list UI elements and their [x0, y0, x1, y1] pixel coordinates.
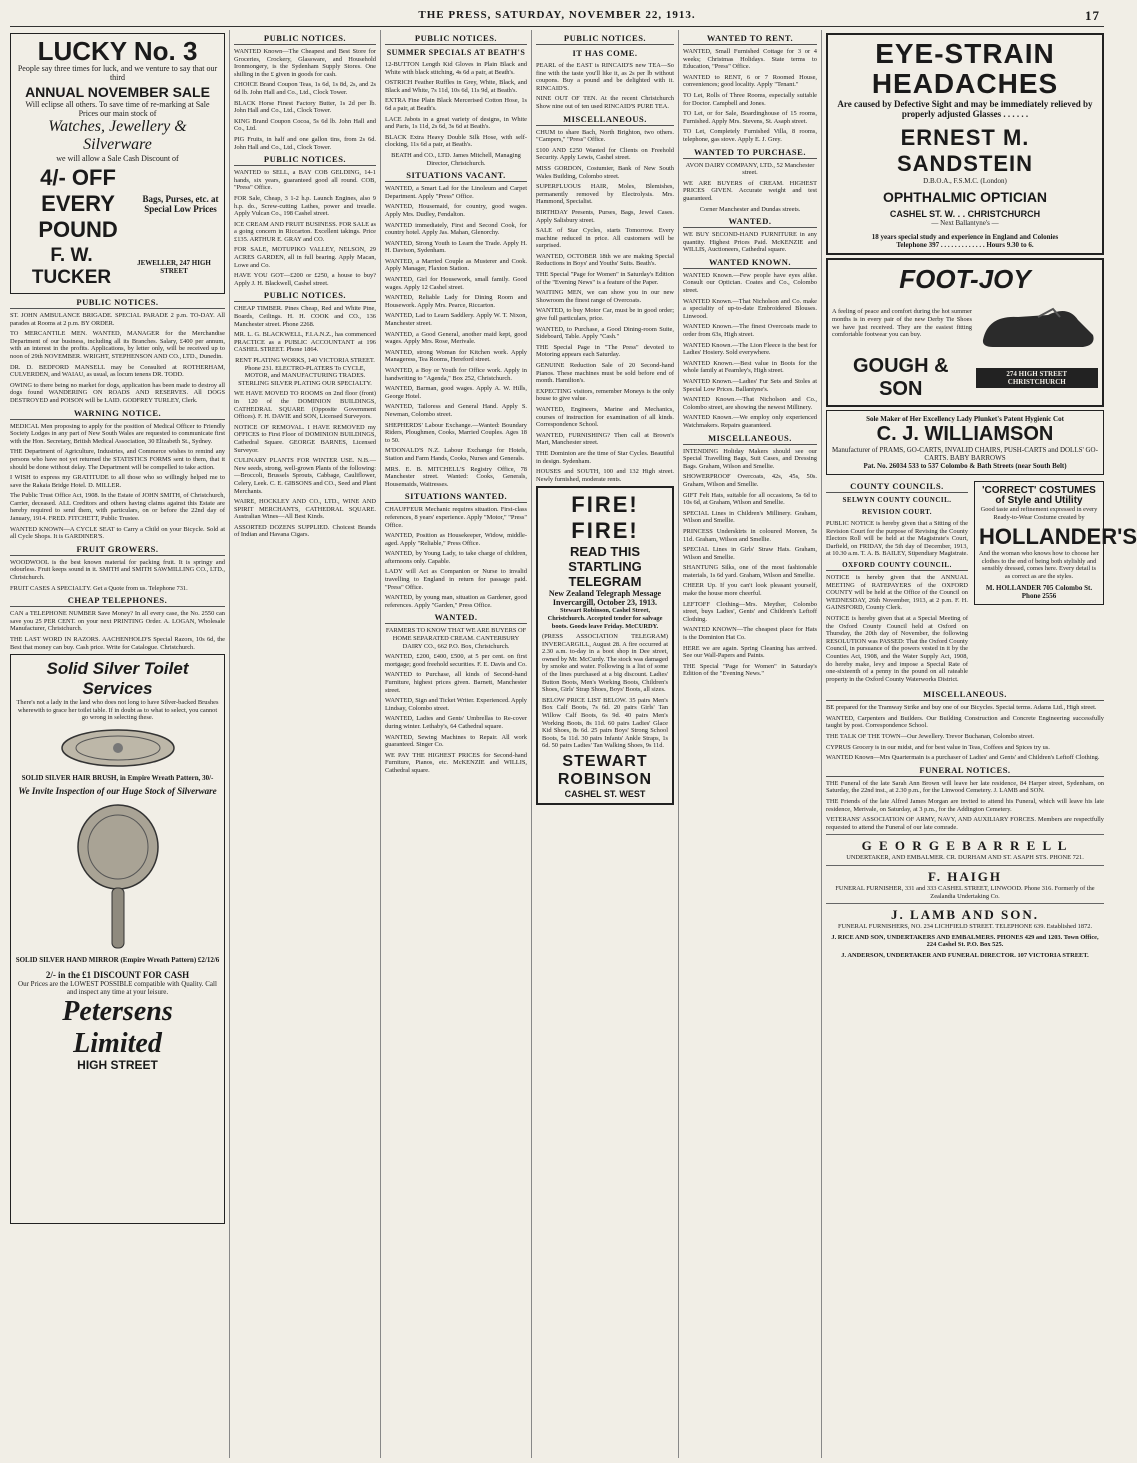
- lamb-name: J. LAMB AND SON.: [891, 907, 1039, 923]
- correct-text: Good taste and refinement expressed in every Ready-to-Wear Costume created by: [980, 506, 1099, 521]
- lucky-eclipse: Will eclipse all others. To save time of re-marking at Sale Prices our main stock of: [25, 100, 210, 118]
- notice-kid-gloves: 12-BUTTON Length Kid Gloves in Plain Black and White with black stitching, 4s 6d a pair, at Beath's.: [385, 61, 529, 76]
- vacant-3: WANTED immediately, First and Second Cook, for country hotel. Apply Jas. Mahan, Glenorchy.: [385, 221, 529, 237]
- vacant-7: WANTED, Reliable Lady for Dining Room and Housework. Apply Mrs. Pearce, Riccarton.: [385, 294, 529, 309]
- notice-davie-moved: WE HAVE MOVED TO ROOMS on 2nd floor (front) in 120 of the DOMINION BUILDINGS, CATHEDRAL SQUARE (Opposite Government Offices). F. H. DAVIE and SON, Licensed Surveyors.: [234, 390, 378, 421]
- misc2-1: INTENDING Holiday Makers should see our Special Travelling Bags, Suit Cases, and Dressing Bags. Graham, Wilson and Smellie.: [683, 447, 819, 470]
- rent-3: TO Let, Rolls of Three Rooms, especially suitable for Doctor. Campbell and Jones.: [683, 91, 819, 107]
- notice-cocoa: KING Brand Coupon Cocoa, 5s 6d lb. John Hall and Co., Ltd.: [234, 117, 378, 133]
- misc3-1: BE prepared for the Tramway Strike and buy one of our Bicycles. Special terms. Adams Ltd., High street.: [826, 704, 1097, 712]
- misc3-3: THE TALK OF THE TOWN—Our Jewellery. Trevor Buchanan, Colombo street.: [826, 733, 1035, 741]
- misc3-5: WANTED Known—Mrs Quartermain is a purchaser of Ladies' and Gents' and Children's Leftoff Clothing.: [826, 754, 1100, 762]
- masthead-title: THE PRESS, SATURDAY, NOVEMBER 22, 1913.: [418, 9, 696, 21]
- wanted-sit-5: WANTED, by young man, situation as Gardener, good references. Apply "Garden," Press Office.: [385, 594, 529, 609]
- lucky-annual: ANNUAL NOVEMBER SALE: [25, 84, 210, 100]
- misc-page-women: THE Special "Page for Women" in Saturday's Edition of the "Evening News" is a feature of the Paper.: [536, 271, 676, 286]
- misc3-4: CYPRUS Grocery is in our midst, and for best value in Teas, Coffees and Spices try us.: [826, 743, 1050, 751]
- misc-birthday: BIRTHDAY Presents, Purses, Bags, Jewel Cases. Apply Salisbury street.: [536, 208, 676, 224]
- vacant-6: WANTED, Girl for Housework, small family. Good wages. Apply 12 Cashel street.: [385, 276, 529, 291]
- vacant-13: WANTED, Tailoress and General Hand. Apply S. Newman, Colombo street.: [385, 403, 529, 418]
- misc-dominion-cycles: THE Dominion are the time of Star Cycles. Beautiful in design. Sydenham.: [536, 449, 676, 465]
- known-3: WANTED Known.—The finest Overcoats made to order from 63s, High street.: [683, 323, 819, 339]
- vacant-12: WANTED, Barman, good wages. Apply A. W. Hills, George Hotel.: [385, 385, 529, 400]
- fire-press-telegram: (PRESS ASSOCIATION TELEGRAM) INVERCARGILL, August 28. A fire occurred at 2.30 a.m. to-day in a boot shop in Dee street, owned by Mr. McCurdy. The stock was damaged by smoke and water. Following is a list of some of the lines purchased at a big discount. Ladies' Button Boots, Men's Working Boots, Children's Shoes, Girls' Strap Shoes, Boys' Boots, all sizes.: [542, 633, 670, 694]
- petersens-logo: Petersens Limited: [62, 995, 173, 1059]
- public-notices-header-2: PUBLIC NOTICES.: [234, 33, 376, 45]
- miscellaneous-header-2: MISCELLANEOUS.: [683, 433, 817, 445]
- hollander-ad: [974, 481, 1137, 605]
- misc2-9: LEFTOFF Clothing—Mrs. Meyther, Colombo street, buys Ladies', Gents' and Children's Leftoff Clothing.: [683, 600, 819, 623]
- sandstein-name: ERNEST M. SANDSTEIN: [896, 125, 1034, 176]
- sandstein-address: CASHEL ST. W. . . CHRISTCHURCH: [889, 209, 1041, 219]
- williamson-ad: [826, 410, 1104, 475]
- notice-ice-cream: ICE CREAM AND FRUIT BUSINESS. FOR SALE as a going concern in Riccarton. Excellent takings. Price £135. ARTHUR E. GRAY and CO.: [234, 220, 378, 243]
- hollanders: HOLLANDER'S: [979, 524, 1137, 550]
- notice-mansell: DR. D. BEDFORD MANSELL may be Consulted at ROTHERHAM, CULVERDEN, and WAIAU, as usual, as locum tenens DR. TODD.: [10, 363, 227, 379]
- wanted-6: WANTED, Sewing Machines to Repair. All work guaranteed. Singer Co.: [385, 733, 529, 749]
- known-4: WANTED Known.—The Lion Fleece is the best for Ladies' Hosiery. Sold everywhere.: [683, 341, 819, 357]
- oxford-header: OXFORD COUNTY COUNCIL.: [826, 561, 968, 571]
- misc2-11: HERE we are again. Spring Cleaning has arrived. See our Wall-Papers and Paints.: [683, 644, 819, 660]
- petersens-street: HIGH STREET: [77, 1057, 158, 1072]
- notice-medical: MEDICAL Men proposing to apply for the position of Medical Officer to Friendly Society Lodges in any part of New South Wales are requested to communicate first with the Hon. Secretary, British Medical Association, 30 Elizabeth St., Sydney.: [10, 422, 227, 445]
- vacant-15: M'DONALD'S N.Z. Labour Exchange for Hotels, Station and Farm Hands, Cooks, Nurses and Generals.: [385, 447, 529, 462]
- misc-motoring: THE Special Page in "The Press" devoted to Motoring appears each Saturday.: [536, 343, 676, 359]
- wanted-header: WANTED.: [385, 612, 527, 624]
- hand-mirror-illustration: [73, 802, 163, 912]
- misc-motor-car: WANTED, to buy Motor Car, must be in good order; give full particulars, price.: [536, 307, 676, 323]
- gough-son: GOUGH & SON: [852, 355, 949, 400]
- notice-pearl-east: PEARL of the EAST is RINCAID'S new TEA—So fine with the taste you'll like it, as 2s per lb without coupons. Buy a pound and be delighted with it. RINCAID'S.: [536, 62, 676, 92]
- wanted-to-purchase-header: WANTED TO PURCHASE.: [683, 147, 817, 159]
- public-notices-header-3: PUBLIC NOTICES.: [234, 154, 376, 166]
- notice-ambulance: ST. JOHN AMBULANCE BRIGADE. SPECIAL PARADE 2 p.m. TO-DAY. All parades at Rooms at 2 p.m. BY ORDER.: [10, 312, 227, 327]
- lucky-address: JEWELLER, 247 HIGH STREET: [137, 259, 211, 275]
- wanted-2: WANTED, £200, £400, £500, at 5 per cent. on first mortgage; good freehold securities. F. E. Davis and Co.: [385, 653, 529, 668]
- lucky-name-row: [15, 245, 220, 289]
- foot-joy-text: A feeling of peace and comfort during the hot summer months is in every pair of the new Derby Tie Shoes we have just received. They are the easiest fitting comfortable footwear you can buy.: [832, 308, 974, 339]
- known-5: WANTED Known.—Best value in Boots for the whole family at Fearnley's, High street.: [683, 359, 819, 375]
- wanted-sit-2: WANTED, Position as Housekeeper, Widow, middle-aged. Apply "Reliable," Press Office.: [385, 532, 527, 547]
- notice-sydenham-supply: WANTED Known—The Cheapest and Best Store for Groceries, Crockery, Glassware, and Household Ironmongery, is the Sydenham Supply Stores. One shilling in the £ given in goods for cash.: [234, 48, 378, 78]
- fire-read-this: READ THIS STARTLING TELEGRAM: [568, 544, 642, 590]
- rent-4: TO Let, or for Sale, Boardinghouse of 15 rooms, Furnished. Apply Mrs. Stevens, St. Asaph street.: [683, 110, 819, 125]
- public-notices-header: PUBLIC NOTICES.: [10, 297, 225, 309]
- rice-text: J. RICE AND SON, UNDERTAKERS AND EMBALMERS. PHONES 429 and 1203. Town Office, 224 Cashel St. P.O. Box 525.: [831, 933, 1101, 949]
- notice-nine-out-of-ten: NINE OUT OF TEN. At the recent Christchurch Show nine out of ten used RINCAID'S PURE TEA.: [536, 95, 676, 110]
- column-6: [822, 30, 1137, 1458]
- dairy-corner: Corner Manchester and Dundas streets.: [699, 205, 801, 213]
- notice-silk-hose: BLACK Extra Heavy Double Silk Hose, with self-clocking, 11s 6d a pair, at Beath's.: [385, 133, 527, 149]
- revision-court: REVISION COURT.: [861, 508, 933, 516]
- misc-gordon: MISS GORDON, Costumier, Bank of New South Wales Building, Colombo street.: [536, 164, 676, 180]
- lucky-tagline: People say three times for luck, and we venture to say that our third: [17, 64, 218, 82]
- williamson-top: Sole Maker of Her Excellency Lady Plunket's Patent Hygienic Cot: [866, 415, 1064, 423]
- prices-note: Our Prices are the LOWEST POSSIBLE compatible with Quality. Call and inspect any time at your leisure.: [18, 979, 217, 996]
- revision-text: PUBLIC NOTICE is hereby given that a Sitting of the Revision Court for the purpose of Revising the County Electors Roll will be held at the Magistrate's Court, Darfield, on FRIDAY, the 5th day of December, 1913, at 10.30 a.m. T. A. B. BAILEY, Stipendiary Magistrate.: [826, 520, 970, 558]
- wanted-7: WE PAY THE HIGHEST PRICES for Second-hand Furniture, Pianos, etc. McKENZIE and WILLIS, Cathedral square.: [385, 751, 529, 774]
- public-notices-header-6: PUBLIC NOTICES.: [536, 33, 674, 45]
- masthead: [10, 6, 1104, 27]
- wanted-known-header: WANTED KNOWN.: [683, 257, 817, 269]
- miscellaneous-header: MISCELLANEOUS.: [536, 114, 674, 126]
- it-has-come: IT HAS COME.: [572, 48, 638, 58]
- haigh-name: F. HAIGH: [927, 869, 1003, 884]
- fire-telegram-body: Stewart Robinson, Cashel Street, Christchurch. Accepted tender for salvage boots. Goods leave Friday. McCURDY.: [547, 607, 665, 630]
- stewart-robinson: STEWART ROBINSON: [557, 753, 653, 788]
- lucky-watches: Watches, Jewellery & Silverware: [48, 118, 187, 153]
- misc2-7: SHANTUNG Silks, one of the most fashionable materials, 1s 6d yard. Graham, Wilson and Smellie.: [683, 564, 819, 579]
- rent-1: WANTED, Small Furnished Cottage for 3 or 4 weeks; Christmas Holidays. State terms to Education, "Press" Office.: [683, 48, 819, 71]
- notice-cob-gelding: WANTED to SELL, a BAY COB GELDING, 14-1 hands, six years, guaranteed good all round. COB, "Press" Office.: [234, 169, 378, 192]
- notice-coupon-teas: CHOICE Brand Coupon Teas, 1s 6d, 1s 8d, 2s, and 2s 6d lb. John Hall and Co., Ltd., Clock Tower.: [234, 81, 378, 96]
- vacant-14: SHEPHERDS' Labour Exchange.—Wanted: Boundary Riders, Ploughmen, Cooks, Married Couples. Ages 18 to 50.: [385, 421, 529, 444]
- lucky-allow: we will allow a Sale Cash Discount of: [56, 154, 179, 163]
- column-2: [230, 30, 381, 1458]
- notice-mercantile: TO MERCANTILE MEN. WANTED, MANAGER for the Merchandise Department of our business, including all its Branches. Salary, £400 per annum, with an interest in the profits. Applications, by letter only, will be received up to noon of 29th NOVEMBER. WRIGHT, STEPHENSON AND CO., LTD., Dunedin.: [10, 330, 227, 360]
- notice-fruits: PIG Fruits, in half and one gallon tins, from 2s 6d. John Hall and Co., Ltd., Clock Tower.: [234, 135, 378, 151]
- notice-fruit-cases: FRUIT CASES A SPECIALTY. Get a Quote from us. Telephone 731.: [10, 584, 188, 592]
- notice-blackwell: MR. L. G. BLACKWELL, F.I.A.N.Z., has commenced PRACTICE as a PUBLIC ACCOUNTANT at 196 CASHEL STREET. Phone 1864.: [234, 331, 378, 354]
- funeral-1: THE Funeral of the late Sarah Ann Brown will leave her late residence, 84 Harper street, Sydenham, on Saturday, the 22nd inst., at 2.30 p.m., for the Linwood Cemetery. J. LAMB and SON.: [826, 779, 1106, 795]
- vacant-16: MRS. E. B. MITCHELL'S Registry Office, 78 Manchester street. Wanted: Cooks, Generals, Housemaids, Waitresses.: [385, 465, 529, 488]
- funeral-3: VETERANS' ASSOCIATION OF ARMY, NAVY, AND AUXILIARY FORCES. Members are respectfully requested to attend the Funeral of our late comrade.: [826, 816, 1106, 831]
- notice-woodwool: WOODWOOL is the best known material for packing fruit. It is springy and odourless. Fruit keeps sound in it. SMITH and SMITH SAWMILLING CO., LTD., Christchurch.: [10, 558, 227, 582]
- fruit-growers-header: FRUIT GROWERS.: [10, 544, 225, 556]
- misc2-2: SHOWERPROOF Overcoats, 42s, 45s, 50s. Graham, Wilson and Smellie.: [683, 473, 819, 488]
- notice-motupiko: FOR SALE, MOTUPIKO VALLEY, NELSON, 29 ACRES GARDEN, all in full bearing. Apply Macan, Lowe and Co.: [234, 246, 378, 269]
- silverware-invite: We Invite Inspection of our Huge Stock of Silverware: [18, 785, 217, 796]
- wanted-sit-3: WANTED, by Young Lady, to take charge of children, afternoons only. Capable.: [385, 550, 529, 565]
- wanted-5: WANTED, Ladies and Gents' Umbrellas to Re-cover during winter. Lethaby's, 64 Cathedral square.: [385, 715, 529, 730]
- barrell-name: G E O R G E B A R R E L L: [861, 838, 1069, 854]
- misc-dining-suite: WANTED, to Purchase, a Good Dining-room Suite, Sideboard, Table. Apply "Cash.": [536, 325, 676, 341]
- cheap-telephones-header: CHEAP TELEPHONES.: [10, 595, 225, 607]
- notice-lace-jabots: LACE Jabots in a great variety of designs, in White and Paris, 1s 11d, 2s 6d, 3s 6d at Beath's.: [385, 115, 529, 131]
- known-7: WANTED Known.—That Nicholson and Co., Colombo street, are showing the newest Millinery.: [683, 396, 819, 411]
- misc2-5: PRINCESS Underskirts in coloured Moreen, 5s 11d. Graham, Wilson and Smellie.: [683, 527, 819, 543]
- notice-telephone: CAN a TELEPHONE NUMBER Save Money? In all every case, the No. 2550 can save you 25 PER CENT. on your next PRINTING Order. A. LOGAN, Wholesale Manufacturer, Christchurch.: [10, 610, 227, 633]
- correct-costumes: 'CORRECT' COSTUMES of Style and Utility: [982, 485, 1096, 506]
- known-2: WANTED Known.—That Nicholson and Co. make a speciality of up-to-date Embroidered Blouses. Linwood.: [683, 297, 819, 320]
- lamb-text: FUNERAL FURNISHERS, NO. 234 LICHFIELD STREET. TELEPHONE 639. Established 1872.: [837, 923, 1093, 931]
- notice-plating: RENT PLATING WORKS, 140 VICTORIA STREET. Phone 231. ELECTRO-PLATERS To CYCLE, MOTOR, and MANUFACTURING TRADES. STERLING SILVER PLATING OUR SPECIALTY.: [235, 357, 377, 387]
- vacant-1: WANTED, a Smart Lad for the Linoleum and Carpet Department. Apply "Press" Office.: [385, 185, 529, 200]
- wanted-3: WANTED to Purchase, all kinds of Second-hand Furniture, highest prices given. Barnett, Manchester street.: [385, 671, 529, 694]
- selwyn-council: SELWYN COUNTY COUNCIL.: [842, 496, 952, 504]
- notice-cycle-seat: WANTED KNOWN—A CYCLE SEAT to Carry a Child on your Bicycle. Sold at all Cycle Shops. It is GARDINER'S.: [10, 525, 227, 541]
- column-1: [6, 30, 230, 1458]
- rent-2: WANTED to RENT, 6 or 7 Roomed House, conveniences; good locality. Apply "Tenant.": [683, 73, 819, 89]
- notice-ostrich: OSTRICH Feather Ruffles in Grey, White, Black, and Black and White, 7s 11d, 10s 6d, 11s 9d, at Beath's.: [385, 79, 529, 94]
- fire-fire-ad: [536, 486, 674, 805]
- wanted-sit-1: CHAUFFEUR Mechanic requires situation. First-class references, 8 years' experience. Apply "Motor," "Press" Office.: [385, 506, 529, 529]
- notice-house-buy: HAVE YOU GOT—£200 or £250, a house to buy? Apply J. H. Blackwell, Cashel street.: [234, 272, 378, 287]
- vacant-8: WANTED, Lad to Learn Saddlery. Apply W. T. Nixon, Manchester street.: [385, 312, 529, 328]
- public-notices-header-4: PUBLIC NOTICES.: [234, 290, 376, 302]
- miscellaneous-header-3: MISCELLANEOUS.: [826, 689, 1104, 701]
- column-5: [679, 30, 822, 1458]
- wanted-to-rent-header: WANTED TO RENT.: [683, 33, 817, 45]
- misc-visitors: EXPECTING visitors, remember Moneys is the only house to give value.: [536, 387, 676, 403]
- column-4: [532, 30, 679, 1458]
- eye-text: Are caused by Defective Sight and may be immediately relieved by properly adjusted Glasses . . . . . .: [837, 99, 1093, 119]
- hollander-address: M. HOLLANDER 705 Colombo St. Phone 2556: [985, 583, 1093, 600]
- sandstein-experience: 18 years special study and experience in England and Colonies: [871, 233, 1059, 241]
- avon-dairy: AVON DAIRY COMPANY, LTD., 52 Manchester street.: [685, 161, 816, 177]
- williamson-address: Pat. No. 26034 533 to 537 Colombo & Bath Streets (near South Belt): [863, 462, 1067, 470]
- cream-buyers: WE ARE BUYERS of CREAM. HIGHEST PRICES GIVEN. Accurate weight and test guaranteed.: [683, 179, 819, 202]
- notice-agriculture: THE Department of Agriculture, Industries, and Commerce wishes to remind any persons who have not yet returned the STATISTICS FORMS sent to them, that it should be done without delay. The Department will be compelled to take action.: [10, 448, 227, 471]
- lucky-no-3-ad: [10, 33, 225, 294]
- notice-razors: THE LAST WORD IN RAZORS. AACHENHOLD'S Special Razors, 10s 6d, the Best that money can buy. Cash price. Write for Catalogue. Christchurch.: [10, 636, 227, 651]
- vacant-11: WANTED, a Boy or Youth for Office work. Apply in handwriting to "Agenda," Box 252, Christchurch.: [385, 367, 529, 382]
- vacant-4: WANTED, Strong Youth to Learn the Trade. Apply H. H. Davison, Sydenham.: [385, 239, 529, 255]
- fire-title: FIRE! FIRE!: [571, 492, 639, 544]
- misc3-2: WANTED, Carpenters and Builders. Our Building Construction and Concrete Engineering successfully taught by post. Correspondence School.: [826, 714, 1106, 730]
- misc-overcoats: WAITING MEN, we can show you in our new Showroom the finest range of Overcoats.: [536, 289, 676, 304]
- hollander-text: And the woman who knows how to choose her clothes to the end of being both stylishly and sensibly dressed, comes here. Every detail is as correct as are the styles.: [979, 550, 1101, 580]
- headaches-title: HEADACHES: [871, 68, 1059, 99]
- wanted-4: WANTED, Sign and Ticket Writer. Experienced. Apply Lindsay, Colombo street.: [385, 697, 529, 712]
- summer-specials: SUMMER SPECIALS AT BEATH'S: [386, 48, 526, 57]
- misc2-10: WANTED KNOWN—The cheapest place for Hats is the Dominion Hat Co.: [683, 626, 819, 642]
- anderson-text: J. ANDERSON, UNDERTAKER AND FUNERAL DIRECTOR. 107 VICTORIA STREET.: [841, 951, 1089, 959]
- funeral-notices-header: FUNERAL NOTICES.: [826, 765, 1104, 777]
- ophthalmic-optician: OPHTHALMIC OPTICIAN: [882, 189, 1048, 205]
- lucky-discount-row: [15, 165, 220, 243]
- misc-pianos: GENUINE Reduction Sale of 20 Second-hand Pianos. These machines must be sold before end of month. Hamilton's.: [536, 362, 676, 385]
- sandstein-quals: D.B.O.A., F.S.M.C. (London): [923, 177, 1007, 185]
- eye-strain-ad: [826, 33, 1104, 255]
- foot-joy-ad: [826, 258, 1104, 407]
- misc-chum: CHUM to share Bach, North Brighton, two others. "Campers," "Press" Office.: [536, 128, 676, 144]
- warning-notice-header: WARNING NOTICE.: [10, 408, 225, 420]
- notice-beath: BEATH and CO., LTD. James Mitchell, Managing Director, Christchurch.: [391, 151, 523, 167]
- vacant-9: WANTED, a Good General, another maid kept, good wages. Apply Mrs. Rose, Merivale.: [385, 330, 529, 346]
- notice-butter: BLACK Horse Finest Factory Butter, 1s 2d per lb. John Hall and Co., Ltd., Clock Tower.: [234, 99, 378, 115]
- williamson-name: C. J. WILLIAMSON: [876, 423, 1054, 445]
- shoe-illustration: [978, 295, 1098, 355]
- vacant-10: WANTED, strong Woman for Kitchen work. Apply Manageress, Tea Rooms, Hereford street.: [385, 348, 529, 364]
- vacant-2: WANTED, Housemaid, for country, good wages. Apply Mrs. Dudley, Fendalton.: [385, 203, 529, 218]
- misc-engineers: WANTED, Engineers, Marine and Mechanics, courses of instruction for examination of all kinds. Correspondence School.: [536, 405, 676, 429]
- oxford-text: NOTICE is hereby given that the ANNUAL MEETING of RATEPAYERS of the OXFORD COUNTY will be held at the Office of the Council on WEDNESDAY, 26th November, 1913, at 2 p.m. F. H. GAINSFORD, County Clerk.: [826, 573, 970, 612]
- misc-star-cycles: SALE of Star Cycles, starts Tomorrow. Every machine reduced in price. All customers will be surprised.: [536, 227, 676, 250]
- notice-removal: NOTICE OF REMOVAL. I HAVE REMOVED my OFFICES to First Floor of DOMINION BUILDINGS, Cathedral Square. GEORGE BARNES, Licensed Surveyor.: [234, 423, 378, 454]
- public-notices-header-5: PUBLIC NOTICES.: [385, 33, 527, 45]
- silver-toilet-ad: [10, 654, 225, 1224]
- misc-100-wanted: £100 AND £250 Wanted for Clients on Freehold Security. Apply Lewis, Cashel street.: [536, 146, 676, 162]
- notice-launch-engines: FOR Sale, Cheap, 3 1-2 h.p. Launch Engines, also 9 h.p. do., Screw-cutting Lathes, power and treadle. Apply Vulcan Co., 198 Cashel street.: [234, 194, 378, 218]
- lucky-title: LUCKY No. 3: [37, 36, 198, 66]
- misc-furnishing: WANTED, FURNISHING? Then call at Brown's Mart, Manchester street.: [536, 431, 676, 447]
- notice-dogs: OWING to there being no market for dogs, application has been made to destroy all dogs found WANDERING ON ROADS AND RESERVES. All DOGS DESTROYED and POISON will be LAID. GODFREY TURLEY, Clerk.: [10, 381, 227, 404]
- fire-price-list: BELOW PRICE LIST BELOW. 35 pairs Men's Box Calf Boots, 7s 6d. 20 pairs Girls' Tan Willow Calf Boots, 6s 9d. 40 pairs Men's Working Boots, 8s 11d. 60 pairs Ladies' Glace Kid Shoes, 8s 6d. 25 pairs Boys' Strong School Boots, 5s 11d. 30 pairs Infants' Ankle Straps, 1s 6d. 50 pairs Ladies' Tan Walking Shoes, 9s 11d.: [542, 696, 670, 750]
- misc2-8: CHEER Up. If you can't look pleasant yourself, make the house more cheerful.: [683, 582, 819, 598]
- furniture-buyers: WE BUY SECOND-HAND FURNITURE in any quantity. Highest Prices Paid. McKENZIE and WILLIS, Auctioneers, Cathedral square.: [683, 231, 819, 254]
- lucky-bags: Bags, Purses, etc. at Special Low Prices: [142, 194, 219, 214]
- oxford-resolution: NOTICE is hereby given that at a Special Meeting of the Oxford County Council held at Oxford on Thursday, the 20th day of November, the following RESOLUTION was PASSED: That the Oxford County Council, in pursuance of the powers vested in it by the Counties Act, 1908, and the Water Supply Act, 1908, do hereby make, levy and impose a Special Rate of one-sixteenth of a penny in the pound on all rateable property in the Oxford County Waterworks District.: [826, 614, 970, 683]
- misc2-12: THE Special "Page for Women" in Saturday's Edition of the "Evening News.": [683, 662, 819, 678]
- wanted-sit-4: LADY will Act as Companion or Nurse to invalid travelling to England in return for passage paid. "Press" Office.: [385, 568, 529, 591]
- situations-wanted-header: SITUATIONS WANTED.: [385, 491, 527, 503]
- notice-waire-hockley: WAIRE, HOCKLEY AND CO., LTD., WINE AND SPIRIT MERCHANTS, CATHEDRAL SQUARE. Australian Wines—All Best Kinds.: [234, 498, 378, 521]
- situations-vacant-header: SITUATIONS VACANT.: [385, 170, 527, 182]
- column-3: [381, 30, 532, 1458]
- eye-strain-title: EYE-STRAIN: [875, 38, 1055, 69]
- notice-timber: CHEAP TIMBER. Pines Cheap, Red and White Pine, Boards, Ceilings. H. H. COOK and CO., 136 Manchester street. Phone 2268.: [234, 305, 378, 328]
- silver-title: Solid Silver Toilet Services: [46, 659, 189, 699]
- notice-gratitude: I WISH to express my GRATITUDE to all those who so willingly helped me to save the Rakaia Bridge Hotel. D. MILLER.: [10, 474, 227, 489]
- foot-joy-title: FOOT-JOY: [899, 264, 1031, 294]
- misc-houses: HOUSES and SOUTH, 100 and 132 High street. Newly furnished, moderate rents.: [536, 468, 676, 483]
- notice-cigars: ASSORTED DOZENS SUPPLIED. Choicest Brands of Indian and Havana Cigars.: [234, 523, 378, 539]
- fire-telegraph: New Zealand Telegraph Message Invercargill, October 23, 1913.: [548, 589, 662, 608]
- haigh-text: FUNERAL FURNISHER, 331 and 333 CASHEL STREET, LINWOOD. Phone 316. Formerly of the Zealandia Undertaking Co.: [835, 885, 1097, 900]
- williamson-text: Manufacturer of PRAMS, GO-CARTS, INVALID CHAIRS, PUSH-CARTS and DOLLS' GO-CARTS. BABY BARROWS: [832, 446, 1098, 462]
- county-councils-header: COUNTY COUNCILS.: [826, 481, 968, 493]
- misc-boys-suits: WANTED, OCTOBER 18th we are making Special Reductions in Boys' and Youths' Suits. Beath's.: [536, 252, 676, 268]
- wanted-1: FARMERS TO KNOW THAT WE ARE BUYERS OF HOME SEPARATED CREAM. CANTERBURY DAIRY CO., 662 P.O. Box, Christchurch.: [385, 627, 528, 650]
- notice-cotton-hose: EXTRA Fine Plain Black Mercerised Cotton Hose, 1s 6d a pair, at Beath's.: [385, 97, 529, 112]
- brush-caption: SOLID SILVER HAIR BRUSH, in Empire Wreath Pattern, 30/-: [21, 773, 214, 782]
- hair-brush-illustration: [58, 726, 178, 770]
- gough-address: 274 HIGH STREET CHRISTCHURCH: [976, 368, 1098, 388]
- misc2-4: SPECIAL Lines in Children's Millinery. Graham, Wilson and Smellie.: [683, 509, 819, 525]
- misc-hair: SUPERFLUOUS HAIR, Moles, Blemishes, permanently removed by Electrolysis. Mrs. Hammond, Specialist.: [536, 183, 676, 206]
- known-1: WANTED Known.—Few people have eyes alike. Consult our Optician. Coates and Co., Colombo street.: [683, 271, 819, 295]
- notice-culinary-plants: CULINARY PLANTS FOR WINTER USE. N.B.—New seeds, strong, well-grown Plants of the following:—Broccoli, Brussels Sprouts, Cabbage, Cauliflower, Celery, Leek. C. E. GIBSONS and CO., Seed and Plant Merchants.: [234, 457, 378, 495]
- misc2-6: SPECIAL Lines in Girls' Straw Hats. Graham, Wilson and Smellie.: [683, 546, 819, 561]
- sandstein-next: — Next Ballantyne's —: [931, 219, 999, 227]
- silver-text: There's not a lady in the land who does not long to have Silver-backed Brushes wherewith to grace her toilet table. If in doubt as to what to select, you cannot go wrong in selecting these.: [16, 699, 221, 722]
- rent-5: TO Let, Completely Furnished Villa, 8 rooms, telephone, gas stove. Apply E. J. Grey.: [683, 128, 819, 143]
- lucky-firm-name: F. W. TUCKER: [31, 245, 112, 288]
- known-6: WANTED Known.—Ladies' Fur Sets and Stoles at Special Low Prices. Ballantyne's.: [683, 378, 819, 393]
- wanted-header-2: WANTED.: [683, 216, 817, 228]
- mirror-caption: SOLID SILVER HAND MIRROR (Empire Wreath Pattern) £2/12/6: [15, 955, 220, 964]
- sandstein-telephone: Telephone 397 . . . . . . . . . . . . . Hours 9.30 to 6.: [896, 241, 1034, 249]
- funeral-2: THE Friends of the late Alfred James Morgan are invited to attend his Funeral, which will leave his late residence, Merivale, on Saturday, at 3 p.m., for the Addington Cemetery.: [826, 798, 1106, 813]
- vacant-5: WANTED, a Married Couple as Musterer and Cook. Apply Manager, Flaxton Station.: [385, 257, 529, 273]
- lucky-discount: 4/- OFF EVERY POUND: [38, 165, 118, 242]
- notice-estate: The Public Trust Office Act, 1908. In the Estate of JOHN SMITH, of Christchurch, Carrier, deceased. ALL Creditors and others having claims against this Estate are hereby required to send them, with particulars, on or before the 22nd day of January, 1914. FRED. FITCHETT, Public Trustee.: [10, 492, 227, 523]
- barrell-text: UNDERTAKER, AND EMBALMER. CR. DURHAM AND ST. ASAPH STS. PHONE 721.: [846, 854, 1084, 862]
- page-number: 17: [1085, 8, 1100, 23]
- cash-discount: 2/- in the £1 DISCOUNT FOR CASH: [45, 969, 190, 980]
- stewart-address: CASHEL ST. WEST: [564, 789, 646, 799]
- misc2-3: GIFT Felt Hats, suitable for all occasions, 5s 6d to 10s 6d, at Graham, Wilson and Smellie.: [683, 491, 819, 507]
- known-8: WANTED Known.—We employ only experienced Watchmakers. Repairs guaranteed.: [683, 414, 819, 429]
